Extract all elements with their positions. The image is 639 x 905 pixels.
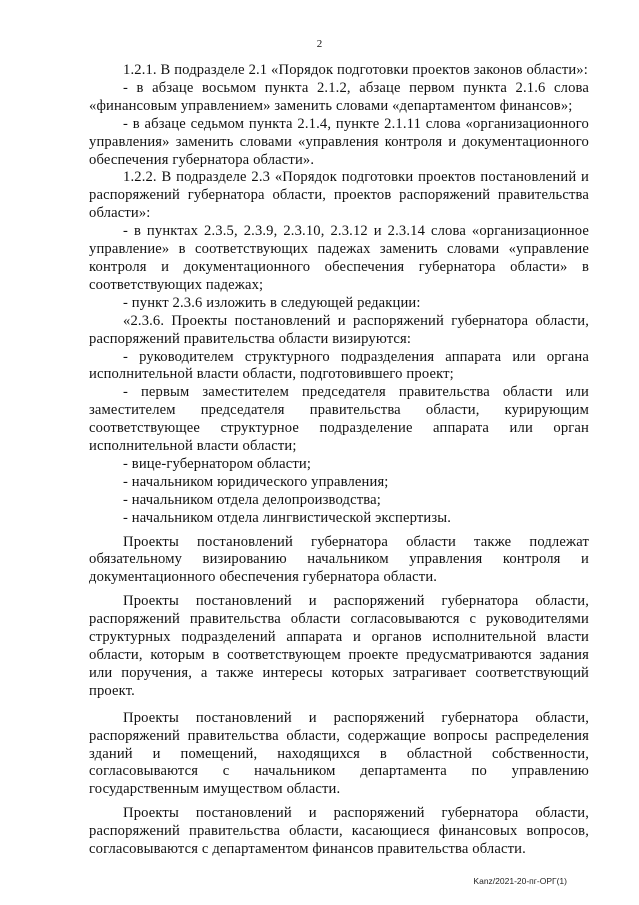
- paragraph-item: - пункт 2.3.6 изложить в следующей редакции:: [123, 294, 421, 311]
- paragraph-1-2-2: 1.2.2. В подразделе 2.3 «Порядок подготовки проектов постановлений и распоряжений губернатора области, проектов распоряжений правительства области»:: [89, 169, 589, 222]
- paragraph-item: - в абзаце седьмом пункта 2.1.4, пункте 2.1.11 слова «организационного управления» заменить словами «управления контроля и документационного обеспечения губернатора области».: [89, 115, 589, 168]
- paragraph: Проекты постановлений губернатора области также подлежат обязательному визированию начальником управления контроля и документационного обеспечения губернатора области.: [89, 533, 589, 586]
- document-code: Kanz/2021-20-пг-ОРГ(1): [473, 876, 567, 886]
- paragraph-2-3-6: «2.3.6. Проекты постановлений и распоряжений губернатора области, распоряжений правительства области визируются:: [89, 312, 589, 347]
- page-number: 2: [316, 38, 323, 50]
- list-item: - первым заместителем председателя правительства области или заместителем председателя правительства области, курирующим соответствующее структурное подразделение аппарата или орган исполнительной власти области;: [89, 384, 589, 455]
- paragraph: Проекты постановлений и распоряжений губернатора области, распоряжений правительства области, содержащие вопросы распределения зданий и помещений, находящихся в областной собственности, согласовываются с начальником департамента по управлению государственным имуществом области.: [89, 709, 589, 798]
- list-item: - начальником отдела лингвистической экспертизы.: [123, 509, 452, 526]
- list-item: - начальником юридического управления;: [123, 473, 389, 490]
- paragraph: Проекты постановлений и распоряжений губернатора области, распоряжений правительства области согласовываются с руководителями структурных подразделений аппарата и органов исполнительной власти области, которым в соответствующем проекте предусматриваются задания или поручения, а также интересы которых затрагивает соответствующий проект.: [89, 593, 589, 699]
- document-body: [89, 62, 589, 859]
- paragraph-1-2-1: 1.2.1. В подразделе 2.1 «Порядок подготовки проектов законов области»:: [123, 62, 588, 78]
- paragraph: Проекты постановлений и распоряжений губернатора области, распоряжений правительства области, касающиеся финансовых вопросов, согласовываются с департаментом финансов правительства области.: [89, 805, 589, 858]
- list-item: - начальником отдела делопроизводства;: [123, 491, 381, 508]
- list-item: - руководителем структурного подразделения аппарата или органа исполнительной власти области, подготовившего проект;: [89, 348, 589, 383]
- paragraph-item: - в пунктах 2.3.5, 2.3.9, 2.3.10, 2.3.12 и 2.3.14 слова «организационное управление» в соответствующих падежах заменить словами «управление контроля и документационного обеспечения губернатора области» в соответствующих падежах;: [89, 223, 589, 293]
- paragraph-item: - в абзаце восьмом пункта 2.1.2, абзаце первом пункта 2.1.6 слова «финансовым управлением» заменить словами «департаментом финансов»;: [89, 79, 589, 114]
- list-item: - вице-губернатором области;: [123, 455, 312, 472]
